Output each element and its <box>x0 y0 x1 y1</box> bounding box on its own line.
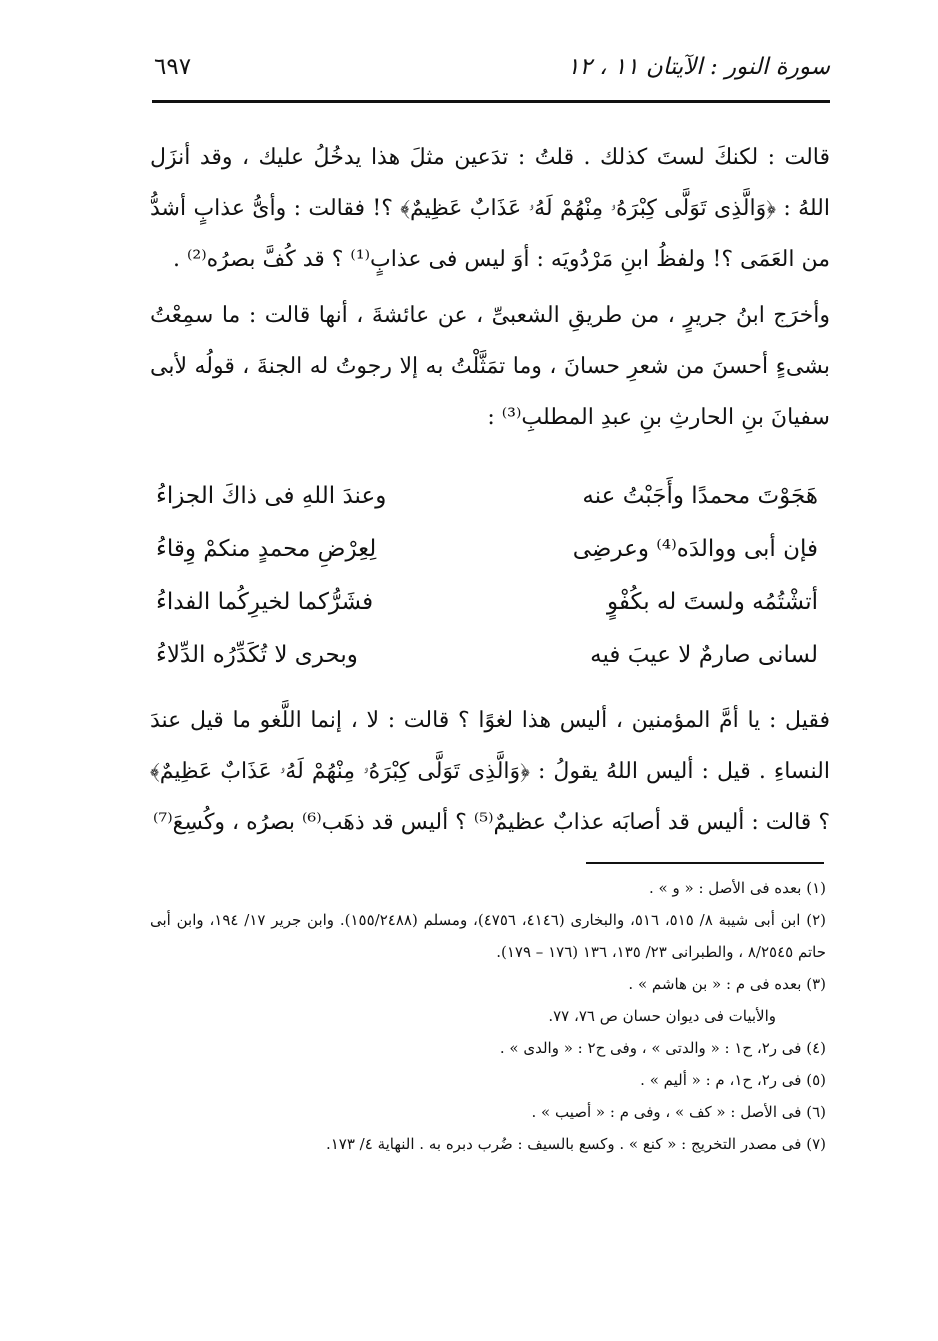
paragraph-3-text: فقيل : يا أمَّ المؤمنين ، أليس هذا لغوًا ؟ قالت : لا ، إنما اللَّغو ما قيل عندَ النساءِ . قيل : أليس اللهُ يقولُ : ﴿وَالَّذِى تَوَلَّى كِبْرَهُۥ مِنْهُمْ لَهُۥ عَذَابٌ عَظِيمٌ﴾ ؟ قالت : أليس قد أصابَه عذابٌ عظيمٌ⁽⁵⁾ ؟ أليس قد ذهَب⁽⁶⁾ بصرُه ، وكُسِعَ⁽⁷⁾ <box>150 708 830 835</box>
page-number: ٦٩٧ <box>154 54 192 80</box>
verse-first-hemistich: فإن أبى ووالدَه⁽⁴⁾ وعرضِى <box>572 536 818 562</box>
poem-verses <box>150 473 830 685</box>
verse-first-hemistich: هَجَوْتَ محمدًا وأَجَبْتُ عنه <box>582 483 818 509</box>
header-rule <box>152 100 830 103</box>
footnote-7: (٧) فى مصدر التخريج : « كنع » . وكسع بالسيف : ضُرب دبره به . النهاية ٤/ ١٧٣. <box>325 1135 826 1153</box>
footnote-3: (٣) بعده فى م : « بن هاشم » . <box>628 975 826 993</box>
footnote-3-continuation: والأبيات فى ديوان حسان ص ٧٦، ٧٧. <box>548 1007 776 1025</box>
verse-line <box>150 632 830 685</box>
footnote-rule <box>586 862 824 864</box>
page-header <box>150 50 830 90</box>
footnote-2: (٢) ابن أبى شيبة ٨/ ٥١٥، ٥١٦، والبخارى (٤١٤٦، ٤٧٥٦)، ومسلم (١٥٥/٢٤٨٨). وابن جرير ١٧/ ١٩٤، وابن أبى حاتم ٨/٢٥٤٥ ، والطبرانى ٢٣/ ١٣٥، ١٣٦ (١٧٦ – ١٧٩). <box>150 911 827 961</box>
footnote-1: (١) بعده فى الأصل : « و » . <box>649 879 826 897</box>
verse-first-hemistich: لسانى صارمٌ لا عيبَ فيه <box>590 642 818 668</box>
verse-second-hemistich: فشَرُّكما لخيرِكُما الفداءُ <box>156 589 374 615</box>
running-title: سورة النور : الآيتان ١١ ، ١٢ <box>567 54 830 80</box>
footnote-4: (٤) فى ر٢، ح١ : « والدتى » ، وفى ح٢ : « والدى » . <box>499 1039 826 1057</box>
paragraph-2 <box>150 290 830 443</box>
verse-line <box>150 473 830 526</box>
paragraph-1-text: قالت : لكنكَ لستَ كذلك . قلتُ : تدَعين مثلَ هذا يدخُلُ عليك ، وقد أنزَل اللهُ : ﴿وَالَّذِى تَوَلَّى كِبْرَهُۥ مِنْهُمْ لَهُۥ عَذَابٌ عَظِيمٌ﴾ ؟! فقالت : وأىُّ عذابٍ أشدُّ من العَمَى ؟! ولفظُ ابنِ مَرْدُويَه : أوَ ليس فى عذابٍ⁽¹⁾ ؟ قد كُفَّ بصرُه⁽²⁾ . <box>150 145 830 272</box>
footnote-6: (٦) فى الأصل : « كف » ، وفى م : « أصيب » . <box>531 1103 826 1121</box>
verse-line <box>150 526 830 579</box>
verse-line <box>150 579 830 632</box>
paragraph-3 <box>150 695 830 848</box>
verse-second-hemistich: وبحرى لا تُكَدِّرُه الدِّلاءُ <box>156 642 358 668</box>
footnote-5: (٥) فى ر٢، ح١، م : « أليم » . <box>640 1071 826 1089</box>
verse-second-hemistich: وعندَ اللهِ فى ذاكَ الجزاءُ <box>156 483 387 509</box>
verse-first-hemistich: أتشْتُمُه ولستَ له بكُفْوٍ <box>607 589 818 615</box>
verse-second-hemistich: لِعِرْضِ محمدٍ منكمْ وِقاءُ <box>156 536 377 562</box>
paragraph-1 <box>150 132 830 285</box>
paragraph-2-text: وأخرَج ابنُ جريرٍ ، من طريقِ الشعبىِّ ، عن عائشةَ ، أنها قالت : ما سمِعْتُ بشىءٍ أحسنَ من شعرِ حسانَ ، وما تمَثَّلْتُ به إلا رجوتُ له الجنةَ ، قولُه لأبى سفيانَ بنِ الحارثِ بنِ عبدِ المطلبِ⁽³⁾ : <box>150 303 830 430</box>
footnotes <box>150 872 826 1160</box>
